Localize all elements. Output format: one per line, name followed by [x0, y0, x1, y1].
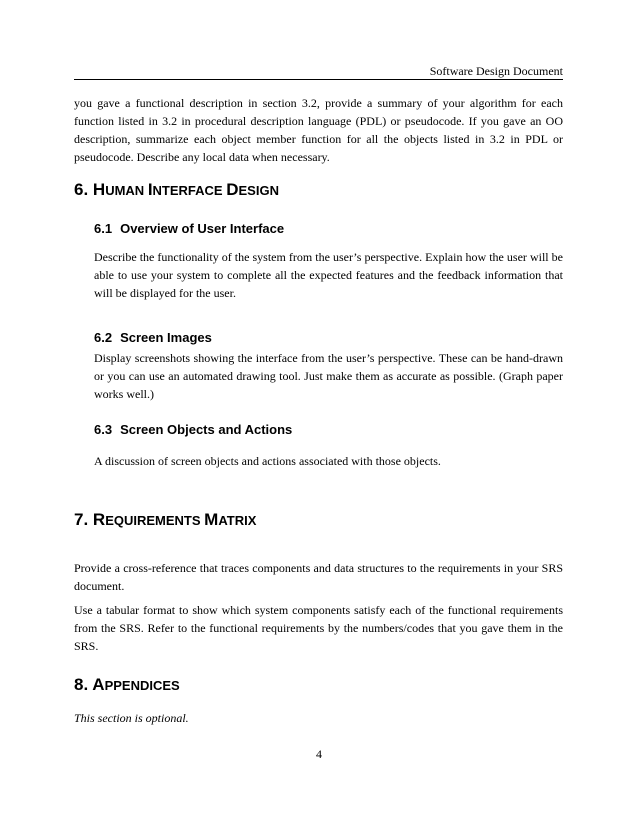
- section-6-3-paragraph: A discussion of screen objects and actions associated with those objects.: [94, 454, 441, 468]
- section-6-2-title: Screen Images: [120, 330, 212, 345]
- section-6-heading: [74, 180, 279, 201]
- section-6-3-number: 6.3: [94, 422, 113, 437]
- section-6-1-title: Overview of User Interface: [120, 221, 285, 236]
- section-6-3-title: Screen Objects and Actions: [120, 422, 293, 437]
- header-rule: [74, 79, 563, 80]
- section-7-paragraph-1: Provide a cross-reference that traces components and data structures to the requirements in your SRS document.: [74, 561, 563, 593]
- section-6-title-d: D: [226, 180, 239, 199]
- intro-paragraph: you gave a functional description in section 3.2, provide a summary of your algorithm for each function listed in 3.2 in procedural description language (PDL) or pseudocode. If you gave an OO description, summarize each object member function for all the objects listed in 3.2 in PDL or pseudocode. Describe any local data when necessary.: [74, 96, 563, 164]
- section-8-number: 8.: [74, 675, 89, 694]
- running-header: Software Design Document: [429, 64, 563, 78]
- section-7-title-equirements: EQUIREMENTS: [105, 513, 205, 528]
- section-6-1-number: 6.1: [94, 221, 113, 236]
- section-6-title-esign: ESIGN: [238, 183, 279, 198]
- section-6-2-number: 6.2: [94, 330, 113, 345]
- section-6-title-uman: UMAN: [105, 183, 148, 198]
- page-number: 4: [316, 747, 322, 761]
- section-6-3-heading: [94, 422, 292, 438]
- section-6-title-h: H: [92, 180, 106, 199]
- section-7-title-m: M: [204, 510, 219, 529]
- section-6-2-heading: [94, 330, 212, 346]
- section-7-paragraph-2: Use a tabular format to show which system components satisfy each of the functional requirements from the SRS. Refer to the functional requirements by the numbers/codes that you gave them in the SRS.: [74, 603, 563, 653]
- section-7-title-r: R: [92, 510, 106, 529]
- section-6-2-paragraph: Display screenshots showing the interface from the user’s perspective. These can be hand-drawn or you can use an automated drawing tool. Just make them as accurate as possible. (Graph paper works well.): [94, 351, 563, 401]
- section-7-heading: [74, 510, 256, 531]
- section-8-note: This section is optional.: [74, 711, 189, 725]
- section-7-title-atrix: ATRIX: [218, 513, 257, 528]
- section-6-1-paragraph: Describe the functionality of the system from the user’s perspective. Explain how the user will be able to use your system to complete all the expected features and the feedback information that will be displayed for the user.: [94, 250, 563, 300]
- section-6-1-heading: [94, 221, 284, 237]
- section-8-heading: [74, 675, 180, 696]
- section-6-number: 6.: [74, 180, 89, 199]
- section-8-title-ppendices: PPENDICES: [104, 678, 180, 693]
- section-6-title-i: I: [147, 180, 153, 199]
- section-8-title-a: A: [92, 675, 105, 694]
- section-6-title-nterface: NTERFACE: [152, 183, 227, 198]
- section-7-number: 7.: [74, 510, 89, 529]
